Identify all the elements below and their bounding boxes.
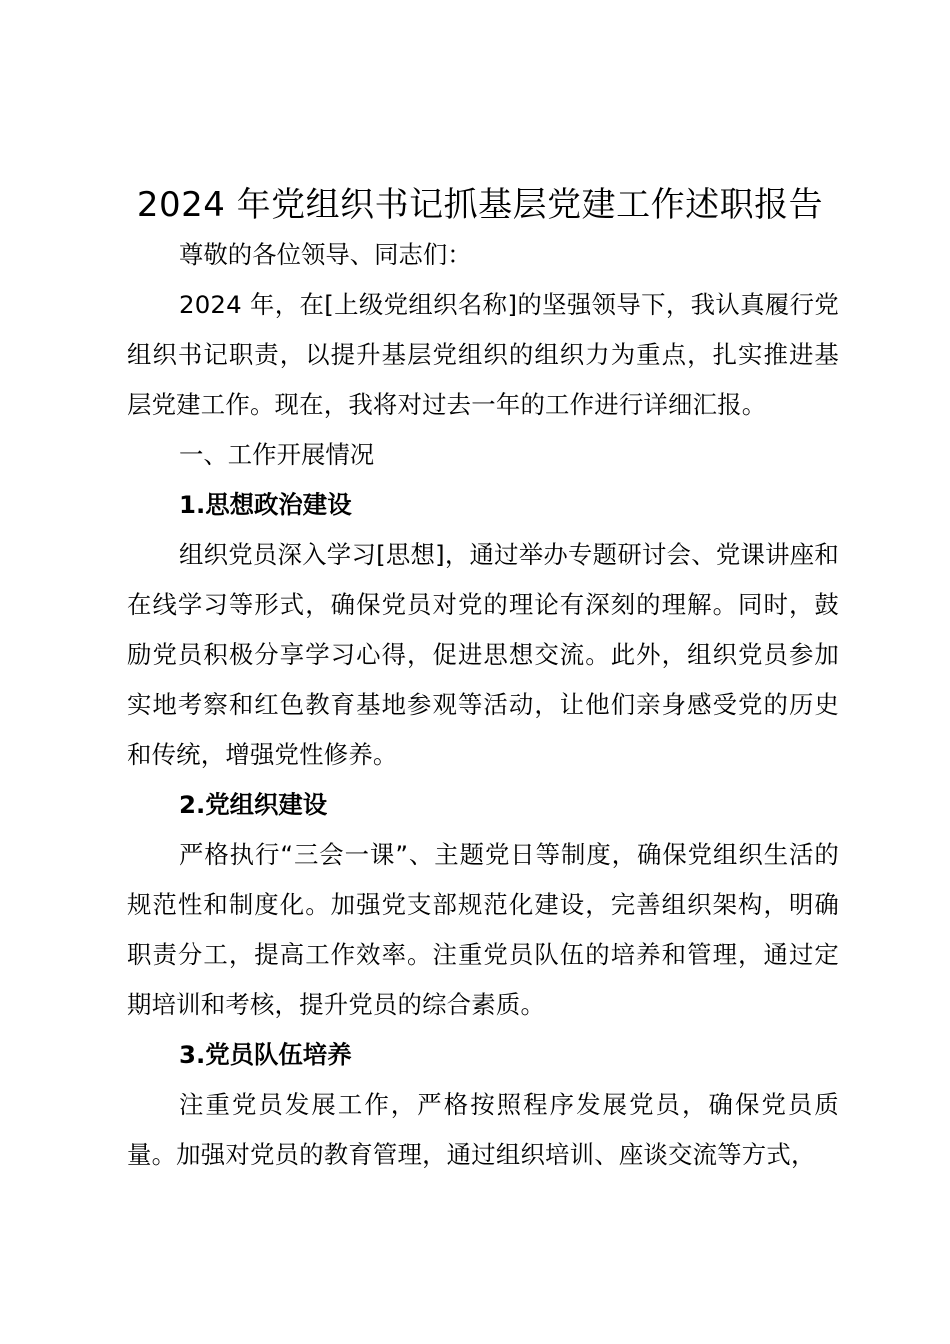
subsection-heading-1: 1.思想政治建设 (179, 490, 352, 519)
subsection-body-2 (127, 830, 839, 1030)
intro-paragraph (127, 280, 839, 430)
subsection-body-3 (127, 1080, 839, 1180)
intro-text: 2024 年，在[上级党组织名称]的坚强领导下，我认真履行党组织书记职责，以提升基层党组织的组织力为重点，扎实推进基层党建工作。现在，我将对过去一年的工作进行详细汇报。 (127, 290, 839, 419)
subsection-text-2: 严格执行“三会一课”、主题党日等制度，确保党组织生活的规范性和制度化。加强党支部规范化建设，完善组织架构，明确职责分工，提高工作效率。注重党员队伍的培养和管理，通过定期培训和考核，提升党员的综合素质。 (127, 840, 839, 1019)
subsection-text-1: 组织党员深入学习[思想]，通过举办专题研讨会、党课讲座和在线学习等形式，确保党员对党的理论有深刻的理解。同时，鼓励党员积极分享学习心得，促进思想交流。此外，组织党员参加实地考察和红色教育基地参观等活动，让他们亲身感受党的历史和传统，增强党性修养。 (127, 540, 839, 769)
subsection-heading-2: 2.党组织建设 (179, 790, 328, 819)
salutation: 尊敬的各位领导、同志们： (179, 240, 472, 269)
subsection-heading-3: 3.党员队伍培养 (179, 1040, 352, 1069)
document-title: 2024 年党组织书记抓基层党建工作述职报告 (136, 185, 824, 225)
section-heading: 一、工作开展情况 (179, 440, 375, 469)
subsection-text-3: 注重党员发展工作，严格按照程序发展党员，确保党员质量。加强对党员的教育管理，通过组织培训、座谈交流等方式， (127, 1090, 839, 1169)
subsection-body-1 (127, 530, 839, 780)
